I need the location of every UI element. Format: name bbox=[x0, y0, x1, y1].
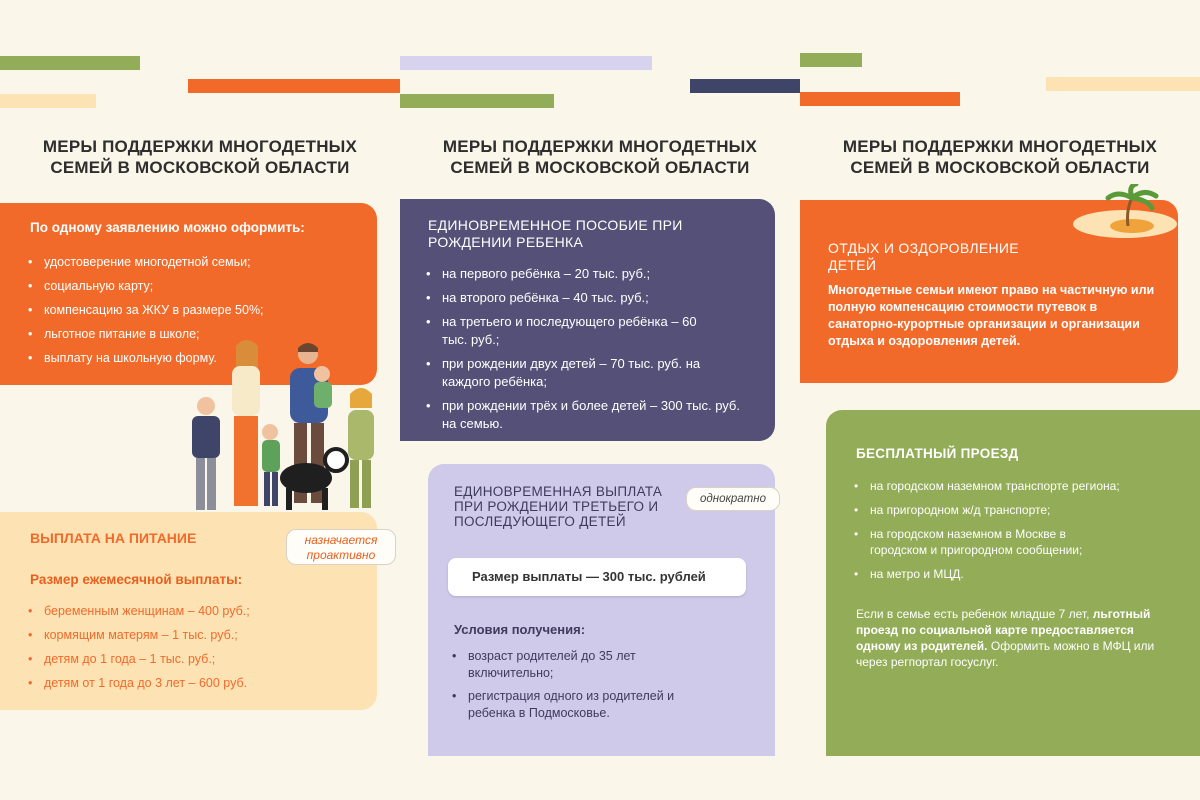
list-item: • социальную карту; bbox=[26, 274, 326, 298]
decor-stripe bbox=[0, 56, 140, 70]
allowance-heading: ЕДИНОВРЕМЕННОЕ ПОСОБИЕ ПРИ РОЖДЕНИИ РЕБЕНКА bbox=[428, 217, 683, 250]
monthly-list bbox=[26, 599, 356, 695]
monthly-heading: Размер ежемесячной выплаты: bbox=[30, 572, 243, 587]
panel2-allowance-card bbox=[400, 199, 775, 441]
amount-text: Размер выплаты — 300 тыс. рублей bbox=[472, 569, 706, 584]
list-item: • детям до 1 года – 1 тыс. руб.; bbox=[26, 647, 356, 671]
family-illustration bbox=[176, 338, 386, 518]
rest-text: Многодетные семьи имеют право на частичную или полную компенсацию стоимости путевок в санаторно-курортные организации и организации отдыха и оздоровления детей. bbox=[828, 283, 1155, 348]
decor-stripe bbox=[800, 92, 960, 106]
list-item: • регистрация одного из родителей и ребенка в Подмосковье. bbox=[450, 688, 690, 722]
panel3-travel-card bbox=[826, 410, 1200, 756]
list-item: • льготное питание в школе; bbox=[26, 322, 326, 346]
list-item: • на городском наземном в Москве в городском и пригородном сообщении; bbox=[852, 526, 1122, 558]
list-item: • на первого ребёнка – 20 тыс. руб.; bbox=[424, 265, 764, 283]
island-illustration bbox=[1070, 184, 1180, 240]
conditions-heading: Условия получения: bbox=[454, 622, 586, 637]
list-item: • удостоверение многодетной семьи; bbox=[26, 250, 326, 274]
list-item: • беременным женщинам – 400 руб.; bbox=[26, 599, 356, 623]
decor-stripe bbox=[400, 94, 554, 108]
decor-stripe bbox=[188, 79, 400, 93]
list-item: • компенсацию за ЖКУ в размере 50%; bbox=[26, 298, 326, 322]
list-item: • на пригородном ж/д транспорте; bbox=[852, 502, 1172, 518]
list-item: • на второго ребёнка – 40 тыс. руб.; bbox=[424, 289, 764, 307]
note-text: Если в семье есть ребенок младше 7 лет, bbox=[856, 607, 1090, 621]
rest-heading: ОТДЫХ И ОЗДОРОВЛЕНИЕ ДЕТЕЙ bbox=[828, 240, 1019, 273]
travel-list bbox=[852, 478, 1172, 582]
note-text: Оформить можно в МФЦ или через регпортал госуслуг. bbox=[856, 639, 1155, 669]
panel3-title: МЕРЫ ПОДДЕРЖКИ МНОГОДЕТНЫХ СЕМЕЙ В МОСКОВСКОЙ ОБЛАСТИ bbox=[842, 137, 1158, 177]
travel-heading: БЕСПЛАТНЫЙ ПРОЕЗД bbox=[856, 446, 1019, 461]
payment-heading: ЕДИНОВРЕМЕННАЯ ВЫПЛАТА ПРИ РОЖДЕНИИ ТРЕТЬЕГО И ПОСЛЕДУЮЩЕГО ДЕТЕЙ bbox=[454, 484, 663, 529]
services-heading: По одному заявлению можно оформить: bbox=[30, 220, 305, 235]
proactive-badge: назначается проактивно bbox=[286, 529, 396, 565]
list-item: • на городском наземном транспорте региона; bbox=[852, 478, 1172, 494]
allowance-list bbox=[424, 265, 764, 433]
decor-stripe bbox=[400, 56, 652, 70]
note-bold-text: льготный проезд по социальной карте предоставляется одному из родителей. bbox=[856, 607, 1151, 653]
amount-box bbox=[448, 558, 746, 596]
travel-note bbox=[856, 606, 1156, 670]
food-heading: ВЫПЛАТА НА ПИТАНИЕ bbox=[30, 530, 197, 546]
decor-stripe bbox=[690, 79, 800, 93]
list-item: • на третьего и последующего ребёнка – 60 тыс. руб.; bbox=[424, 313, 724, 349]
list-item: • выплату на школьную форму. bbox=[26, 346, 326, 370]
panel2-title: МЕРЫ ПОДДЕРЖКИ МНОГОДЕТНЫХ СЕМЕЙ В МОСКОВСКОЙ ОБЛАСТИ bbox=[442, 137, 758, 177]
decor-stripe bbox=[800, 53, 862, 67]
list-item: • возраст родителей до 35 лет включительно; bbox=[450, 648, 690, 682]
decor-stripe bbox=[1046, 77, 1200, 91]
list-item: • при рождении трёх и более детей – 300 тыс. руб. на семью. bbox=[424, 397, 754, 433]
decor-stripe bbox=[0, 94, 96, 108]
conditions-list bbox=[450, 648, 690, 722]
list-item: • детям от 1 года до 3 лет – 600 руб. bbox=[26, 671, 356, 695]
once-badge: однократно bbox=[686, 487, 780, 511]
list-item: • при рождении двух детей – 70 тыс. руб. на каждого ребёнка; bbox=[424, 355, 724, 391]
panel1-title: МЕРЫ ПОДДЕРЖКИ МНОГОДЕТНЫХ СЕМЕЙ В МОСКОВСКОЙ ОБЛАСТИ bbox=[42, 137, 358, 177]
list-item: • кормящим матерям – 1 тыс. руб.; bbox=[26, 623, 356, 647]
list-item: • на метро и МЦД. bbox=[852, 566, 1172, 582]
